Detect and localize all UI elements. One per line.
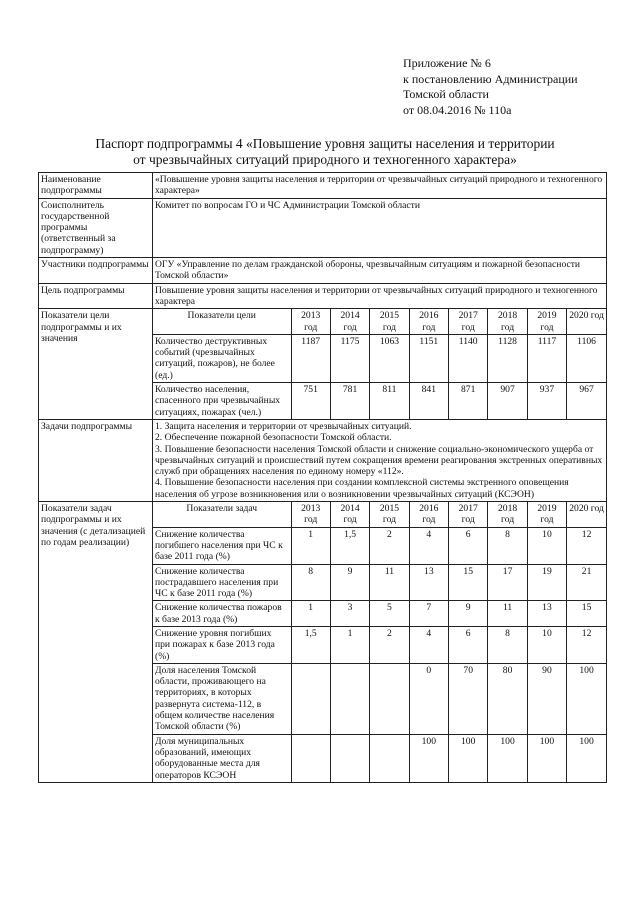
indicator-value: [370, 734, 409, 782]
indicator-value: 15: [449, 564, 488, 601]
row-label: Цель подпрограммы: [39, 283, 153, 309]
row-value: «Повышение уровня защиты населения и территории от чрезвычайных ситуаций природного и техногенного характера»: [153, 173, 607, 199]
year-header: 2015 год: [370, 309, 409, 334]
row-value: Повышение уровня защиты населения и территории от чрезвычайных ситуаций природного и техногенного характера: [153, 283, 607, 309]
indicator-value: 781: [330, 383, 369, 419]
indicator-value: [291, 734, 330, 782]
indicator-row: [153, 626, 606, 663]
year-header: 2017 год: [449, 309, 488, 334]
indicator-value: 871: [449, 383, 488, 419]
task-item: 4. Повышение безопасности населения при создании комплексной системы экстренного оповещения населения об угрозе возникновения или о возникновении чрезвычайных ситуаций (КСЭОН): [155, 477, 569, 500]
indicator-value: 1063: [370, 334, 409, 382]
indicator-value: 1175: [330, 334, 369, 382]
year-header: 2017 год: [449, 502, 488, 527]
indicator-value: 6: [449, 527, 488, 564]
indicator-value: 4: [409, 527, 448, 564]
indicator-value: 6: [449, 626, 488, 663]
indicator-row: [153, 527, 606, 564]
indicator-value: 4: [409, 626, 448, 663]
years-header-row: [153, 309, 606, 334]
indicator-value: 2: [370, 626, 409, 663]
row-value: ОГУ «Управление по делам гражданской обороны, чрезвычайным ситуациям и пожарной безопасности Томской области»: [153, 258, 607, 284]
indicator-name: Снижение количества пожаров к базе 2013 года (%): [153, 601, 291, 627]
indicator-row: [153, 564, 606, 601]
page-title: [40, 136, 610, 168]
indicator-value: 937: [527, 383, 566, 419]
indicator-value: 1: [330, 626, 369, 663]
indicator-row: [153, 383, 606, 419]
indicator-name: Доля муниципальных образований, имеющих оборудованные места для операторов КСЭОН: [153, 734, 291, 782]
appendix-line: к постановлению Администрации: [403, 71, 578, 86]
indicator-value: 8: [291, 564, 330, 601]
row-label: Задачи подпрограммы: [39, 419, 153, 501]
year-header: 2020 год: [567, 309, 606, 334]
year-header: 2014 год: [330, 309, 369, 334]
indicator-value: 100: [488, 734, 527, 782]
indicator-value: 100: [527, 734, 566, 782]
task-item: 3. Повышение безопасности населения Томской области и снижение социально-экономического ущерба от чрезвычайных ситуаций и происшествий путем сокращения времени реагирования экстренных оперативных служб при обращениях населения по единому номеру «112».: [155, 443, 603, 478]
year-header: 2013 год: [291, 502, 330, 527]
indicator-value: 12: [567, 626, 606, 663]
indicator-value: 751: [291, 383, 330, 419]
indicator-value: 8: [488, 626, 527, 663]
indicator-name: Снижение количества пострадавшего населения при ЧС к базе 2011 года (%): [153, 564, 291, 601]
indicator-value: 1,5: [291, 626, 330, 663]
year-header: 2019 год: [527, 502, 566, 527]
indicator-value: 841: [409, 383, 448, 419]
indicator-row: [153, 734, 606, 782]
indicator-value: 8: [488, 527, 527, 564]
indicator-name: Снижение количества погибшего населения при ЧС к базе 2011 года (%): [153, 527, 291, 564]
indicator-name: Снижение уровня погибших при пожарах к базе 2013 года (%): [153, 626, 291, 663]
indicator-value: 1117: [527, 334, 566, 382]
year-header: 2018 год: [488, 309, 527, 334]
indicator-value: 1106: [567, 334, 606, 382]
title-line: Паспорт подпрограммы 4 «Повышение уровня защиты населения и территории: [95, 136, 555, 151]
indicator-row: [153, 663, 606, 734]
indicator-value: 10: [527, 626, 566, 663]
indicator-value: 2: [370, 527, 409, 564]
indicator-row: [153, 334, 606, 382]
task-item: 2. Обеспечение пожарной безопасности Томской области.: [155, 432, 392, 444]
indicator-value: 15: [567, 601, 606, 627]
appendix-line: Томской области: [403, 87, 489, 101]
indicator-value: 811: [370, 383, 409, 419]
year-header: 2018 год: [488, 502, 527, 527]
appendix-block: [403, 56, 578, 118]
passport-table: [38, 172, 607, 783]
indicator-value: 90: [527, 663, 566, 734]
title-line: от чрезвычайных ситуаций природного и техногенного характера»: [133, 152, 517, 167]
indicator-value: 7: [409, 601, 448, 627]
row-label: Наименование подпрограммы: [39, 173, 153, 199]
row-goal: [39, 283, 607, 309]
indicator-value: 11: [370, 564, 409, 601]
row-tasks: [39, 419, 607, 501]
appendix-line: от 08.04.2016 № 110а: [403, 102, 512, 117]
year-header: 2016 год: [409, 502, 448, 527]
year-header: 2013 год: [291, 309, 330, 334]
row-label: Соисполнитель государственной программы (ответственный за подпрограмму): [39, 198, 153, 257]
indicator-name: Количество населения, спасенного при чрезвычайных ситуациях, пожарах (чел.): [153, 383, 291, 419]
indicator-value: 19: [527, 564, 566, 601]
indicator-value: 100: [567, 734, 606, 782]
row-label: Участники подпрограммы: [39, 258, 153, 284]
year-header: 2019 год: [527, 309, 566, 334]
indicator-value: 1187: [291, 334, 330, 382]
indicator-value: 100: [567, 663, 606, 734]
task-item: 1. Защита населения и территории от чрезвычайных ситуаций.: [155, 420, 412, 432]
indicator-name: Доля населения Томской области, проживающего на территориях, в которых развернута система-112, в общем количестве населения Томской области (%): [153, 663, 291, 734]
indicator-value: 3: [330, 601, 369, 627]
indicator-value: 1: [291, 527, 330, 564]
indicator-value: 13: [527, 601, 566, 627]
row-coexecutor: [39, 198, 607, 257]
indicator-value: 967: [567, 383, 606, 419]
indicator-value: 100: [449, 734, 488, 782]
indicator-value: [330, 663, 369, 734]
row-label: Показатели задач подпрограммы и их значения (с детализацией по годам реализации): [39, 502, 153, 783]
indicator-value: 1128: [488, 334, 527, 382]
indicator-value: 11: [488, 601, 527, 627]
row-value: Комитет по вопросам ГО и ЧС Администрации Томской области: [153, 198, 607, 257]
indicator-header: Показатели цели: [153, 309, 291, 334]
appendix-line: Приложение № 6: [403, 56, 491, 70]
goal-indicators-table: [153, 309, 606, 419]
indicator-value: 21: [567, 564, 606, 601]
indicator-value: [370, 663, 409, 734]
indicator-value: [330, 734, 369, 782]
task-indicators-table: [153, 502, 606, 782]
indicator-value: 9: [449, 601, 488, 627]
task-indicators-cell: [153, 502, 607, 783]
goal-indicators-cell: [153, 309, 607, 420]
indicator-value: 12: [567, 527, 606, 564]
indicator-value: 5: [370, 601, 409, 627]
indicator-value: 1,5: [330, 527, 369, 564]
indicator-value: 0: [409, 663, 448, 734]
indicator-value: 9: [330, 564, 369, 601]
indicator-value: 907: [488, 383, 527, 419]
indicator-name: Количество деструктивных событий (чрезвычайных ситуаций, пожаров), не более (ед.): [153, 334, 291, 382]
row-name: [39, 173, 607, 199]
indicator-value: 10: [527, 527, 566, 564]
row-goal-indicators: [39, 309, 607, 420]
indicator-row: [153, 601, 606, 627]
tasks-list: [153, 419, 607, 501]
indicator-value: 1151: [409, 334, 448, 382]
indicator-value: [291, 663, 330, 734]
indicator-value: 100: [409, 734, 448, 782]
row-participants: [39, 258, 607, 284]
row-label: Показатели цели подпрограммы и их значения: [39, 309, 153, 420]
indicator-value: 1: [291, 601, 330, 627]
years-header-row: [153, 502, 606, 527]
indicator-value: 70: [449, 663, 488, 734]
year-header: 2015 год: [370, 502, 409, 527]
indicator-value: 13: [409, 564, 448, 601]
year-header: 2016 год: [409, 309, 448, 334]
indicator-value: 17: [488, 564, 527, 601]
row-task-indicators: [39, 502, 607, 783]
indicator-value: 1140: [449, 334, 488, 382]
indicator-value: 80: [488, 663, 527, 734]
year-header: 2014 год: [330, 502, 369, 527]
year-header: 2020 год: [567, 502, 606, 527]
indicator-header: Показатели задач: [153, 502, 291, 527]
